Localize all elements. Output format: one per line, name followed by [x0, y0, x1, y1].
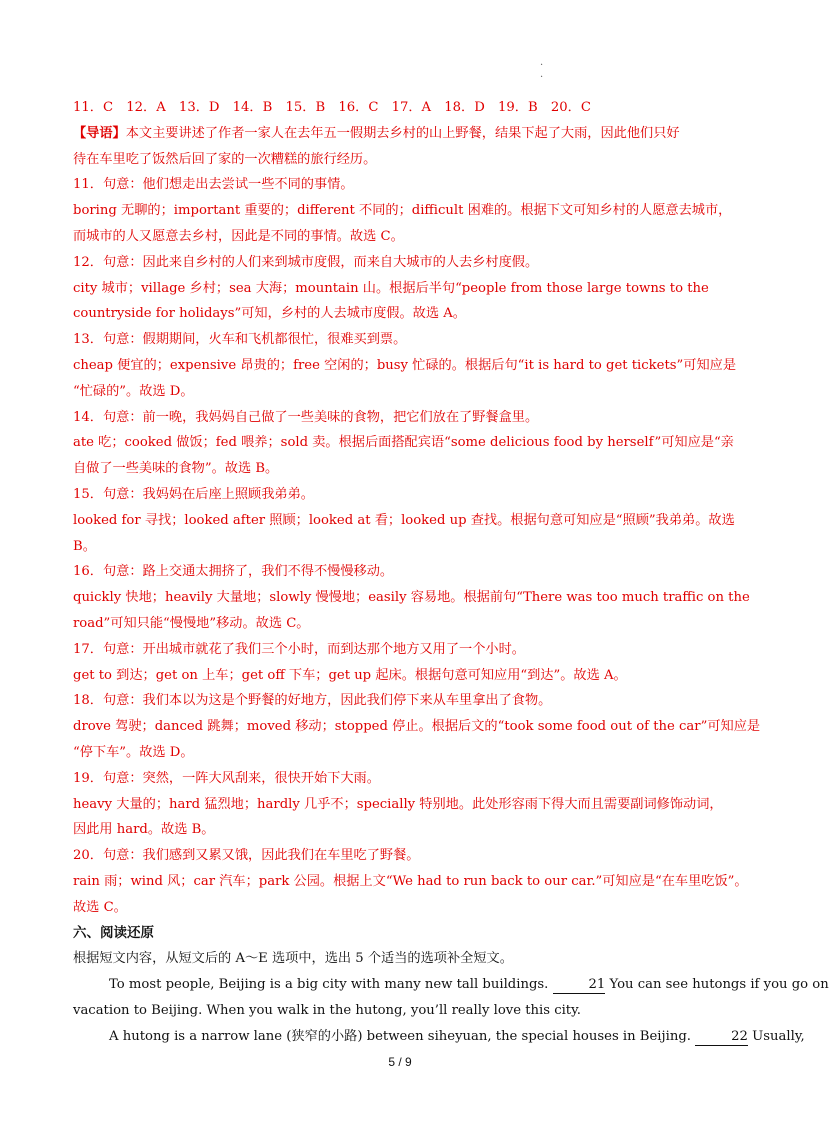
explanation-line: 故选 C。: [73, 899, 127, 915]
explanation-line: 自做了一些美味的食物”。故选 B。: [73, 461, 279, 477]
explanation-line: B。: [73, 538, 96, 554]
passage-line-1: [73, 972, 829, 998]
passage-text: Usually,: [752, 1028, 805, 1044]
passage-text: To most people, Beijing is a big city with many new tall buildings.: [109, 977, 549, 993]
explanation-line: 17．句意：开出城市就花了我们三个小时，而到达那个地方又用了一个小时。: [73, 641, 525, 657]
explanation-line: countryside for holidays”可知，乡村的人去城市度假。故选 A。: [73, 306, 466, 322]
explanation-line: 16．句意：路上交通太拥挤了，我们不得不慢慢移动。: [73, 564, 394, 580]
passage-line-2: vacation to Beijing. When you walk in the hutong, you’ll really love this city.: [73, 1002, 581, 1018]
explanation-line: road”可知只能“慢慢地”移动。故选 C。: [73, 615, 310, 631]
explanation-line: drove 驾驶；danced 跳舞；moved 移动；stopped 停止。根据后文的“took some food out of the car”可知应是: [73, 719, 761, 735]
blank-21[interactable]: 21: [553, 977, 606, 994]
explanation-line: “停下车”。故选 D。: [73, 744, 194, 760]
guide-text-2: 待在车里吃了饭然后回了家的一次糟糕的旅行经历。: [73, 151, 377, 167]
page-number: 5 / 9: [388, 1055, 412, 1069]
explanation-line: 20．句意：我们感到又累又饿，因此我们在车里吃了野餐。: [73, 848, 420, 864]
guide-text-1: 本文主要讲述了作者一家人在去年五一假期去乡村的山上野餐，结果下起了大雨，因此他们只好: [125, 125, 680, 141]
passage-text: You can see hutongs if you go on: [609, 977, 829, 993]
guide-paragraph: [73, 121, 729, 147]
explanation-line: 12．句意：因此来自乡村的人们来到城市度假，而来自大城市的人去乡村度假。: [73, 254, 539, 270]
header-dots: · ·: [540, 60, 544, 83]
section-instruction: 根据短文内容，从短文后的 A～E 选项中，选出 5 个适当的选项补全短文。: [73, 951, 513, 967]
explanation-line: ate 吃；cooked 做饭；fed 喂养；sold 卖。根据后面搭配宾语“some delicious food by herself”可知应是“亲: [73, 435, 734, 451]
blank-22[interactable]: 22: [695, 1029, 748, 1046]
document-body: [73, 95, 829, 1049]
explanation-line: heavy 大量的；hard 猛烈地；hardly 几乎不；specially 特别地。此处形容雨下得大而且需要副词修饰动词，: [73, 796, 723, 812]
explanation-line: 18．句意：我们本以为这是个野餐的好地方，因此我们停下来从车里拿出了食物。: [73, 693, 552, 709]
passage-text: A hutong is a narrow lane (狭窄的小路) between siheyuan, the special houses in Beijing.: [109, 1028, 691, 1044]
explanation-line: 因此用 hard。故选 B。: [73, 822, 215, 838]
explanation-line: rain 雨；wind 风；car 汽车；park 公园。根据上文“We had to run back to our car.”可知应是“在车里吃饭”。: [73, 873, 748, 889]
explanation-line: city 城市；village 乡村；sea 大海；mountain 山。根据后半句“people from those large towns to the: [73, 280, 709, 296]
passage-line-3: [73, 1024, 805, 1050]
explanation-list: [73, 172, 761, 920]
explanation-line: get to 到达；get on 上车；get off 下车；get up 起床。根据句意可知应用“到达”。故选 A。: [73, 667, 627, 683]
explanation-line: 而城市的人又愿意去乡村，因此是不同的事情。故选 C。: [73, 228, 404, 244]
section-title: 六、阅读还原: [73, 924, 154, 941]
explanation-line: looked for 寻找；looked after 照顾；looked at 看；looked up 查找。根据句意可知应是“照顾”我弟弟。故选: [73, 512, 735, 528]
guide-tag: 【导语】: [73, 125, 126, 141]
explanation-line: 15．句意：我妈妈在后座上照顾我弟弟。: [73, 486, 314, 502]
explanation-line: cheap 便宜的；expensive 昂贵的；free 空闲的；busy 忙碌的。根据后句“it is hard to get tickets”可知应是: [73, 357, 737, 373]
explanation-line: “忙碌的”。故选 D。: [73, 383, 194, 399]
explanation-line: 19．句意：突然，一阵大风刮来，很快开始下大雨。: [73, 770, 380, 786]
explanation-line: 13．句意：假期期间，火车和飞机都很忙，很难买到票。: [73, 332, 407, 348]
explanation-line: 14．句意：前一晚，我妈妈自己做了一些美味的食物，把它们放在了野餐盒里。: [73, 409, 539, 425]
explanation-line: quickly 快地；heavily 大量地；slowly 慢慢地；easily 容易地。根据前句“There was too much traffic on the: [73, 590, 750, 606]
explanation-line: 11．句意：他们想走出去尝试一些不同的事情。: [73, 177, 354, 193]
explanation-line: boring 无聊的；important 重要的；different 不同的；difficult 困难的。根据下文可知乡村的人愿意去城市，: [73, 203, 732, 219]
answer-key: 11．C 12．A 13．D 14．B 15．B 16．C 17．A 18．D 19．B 20．C: [73, 100, 591, 115]
